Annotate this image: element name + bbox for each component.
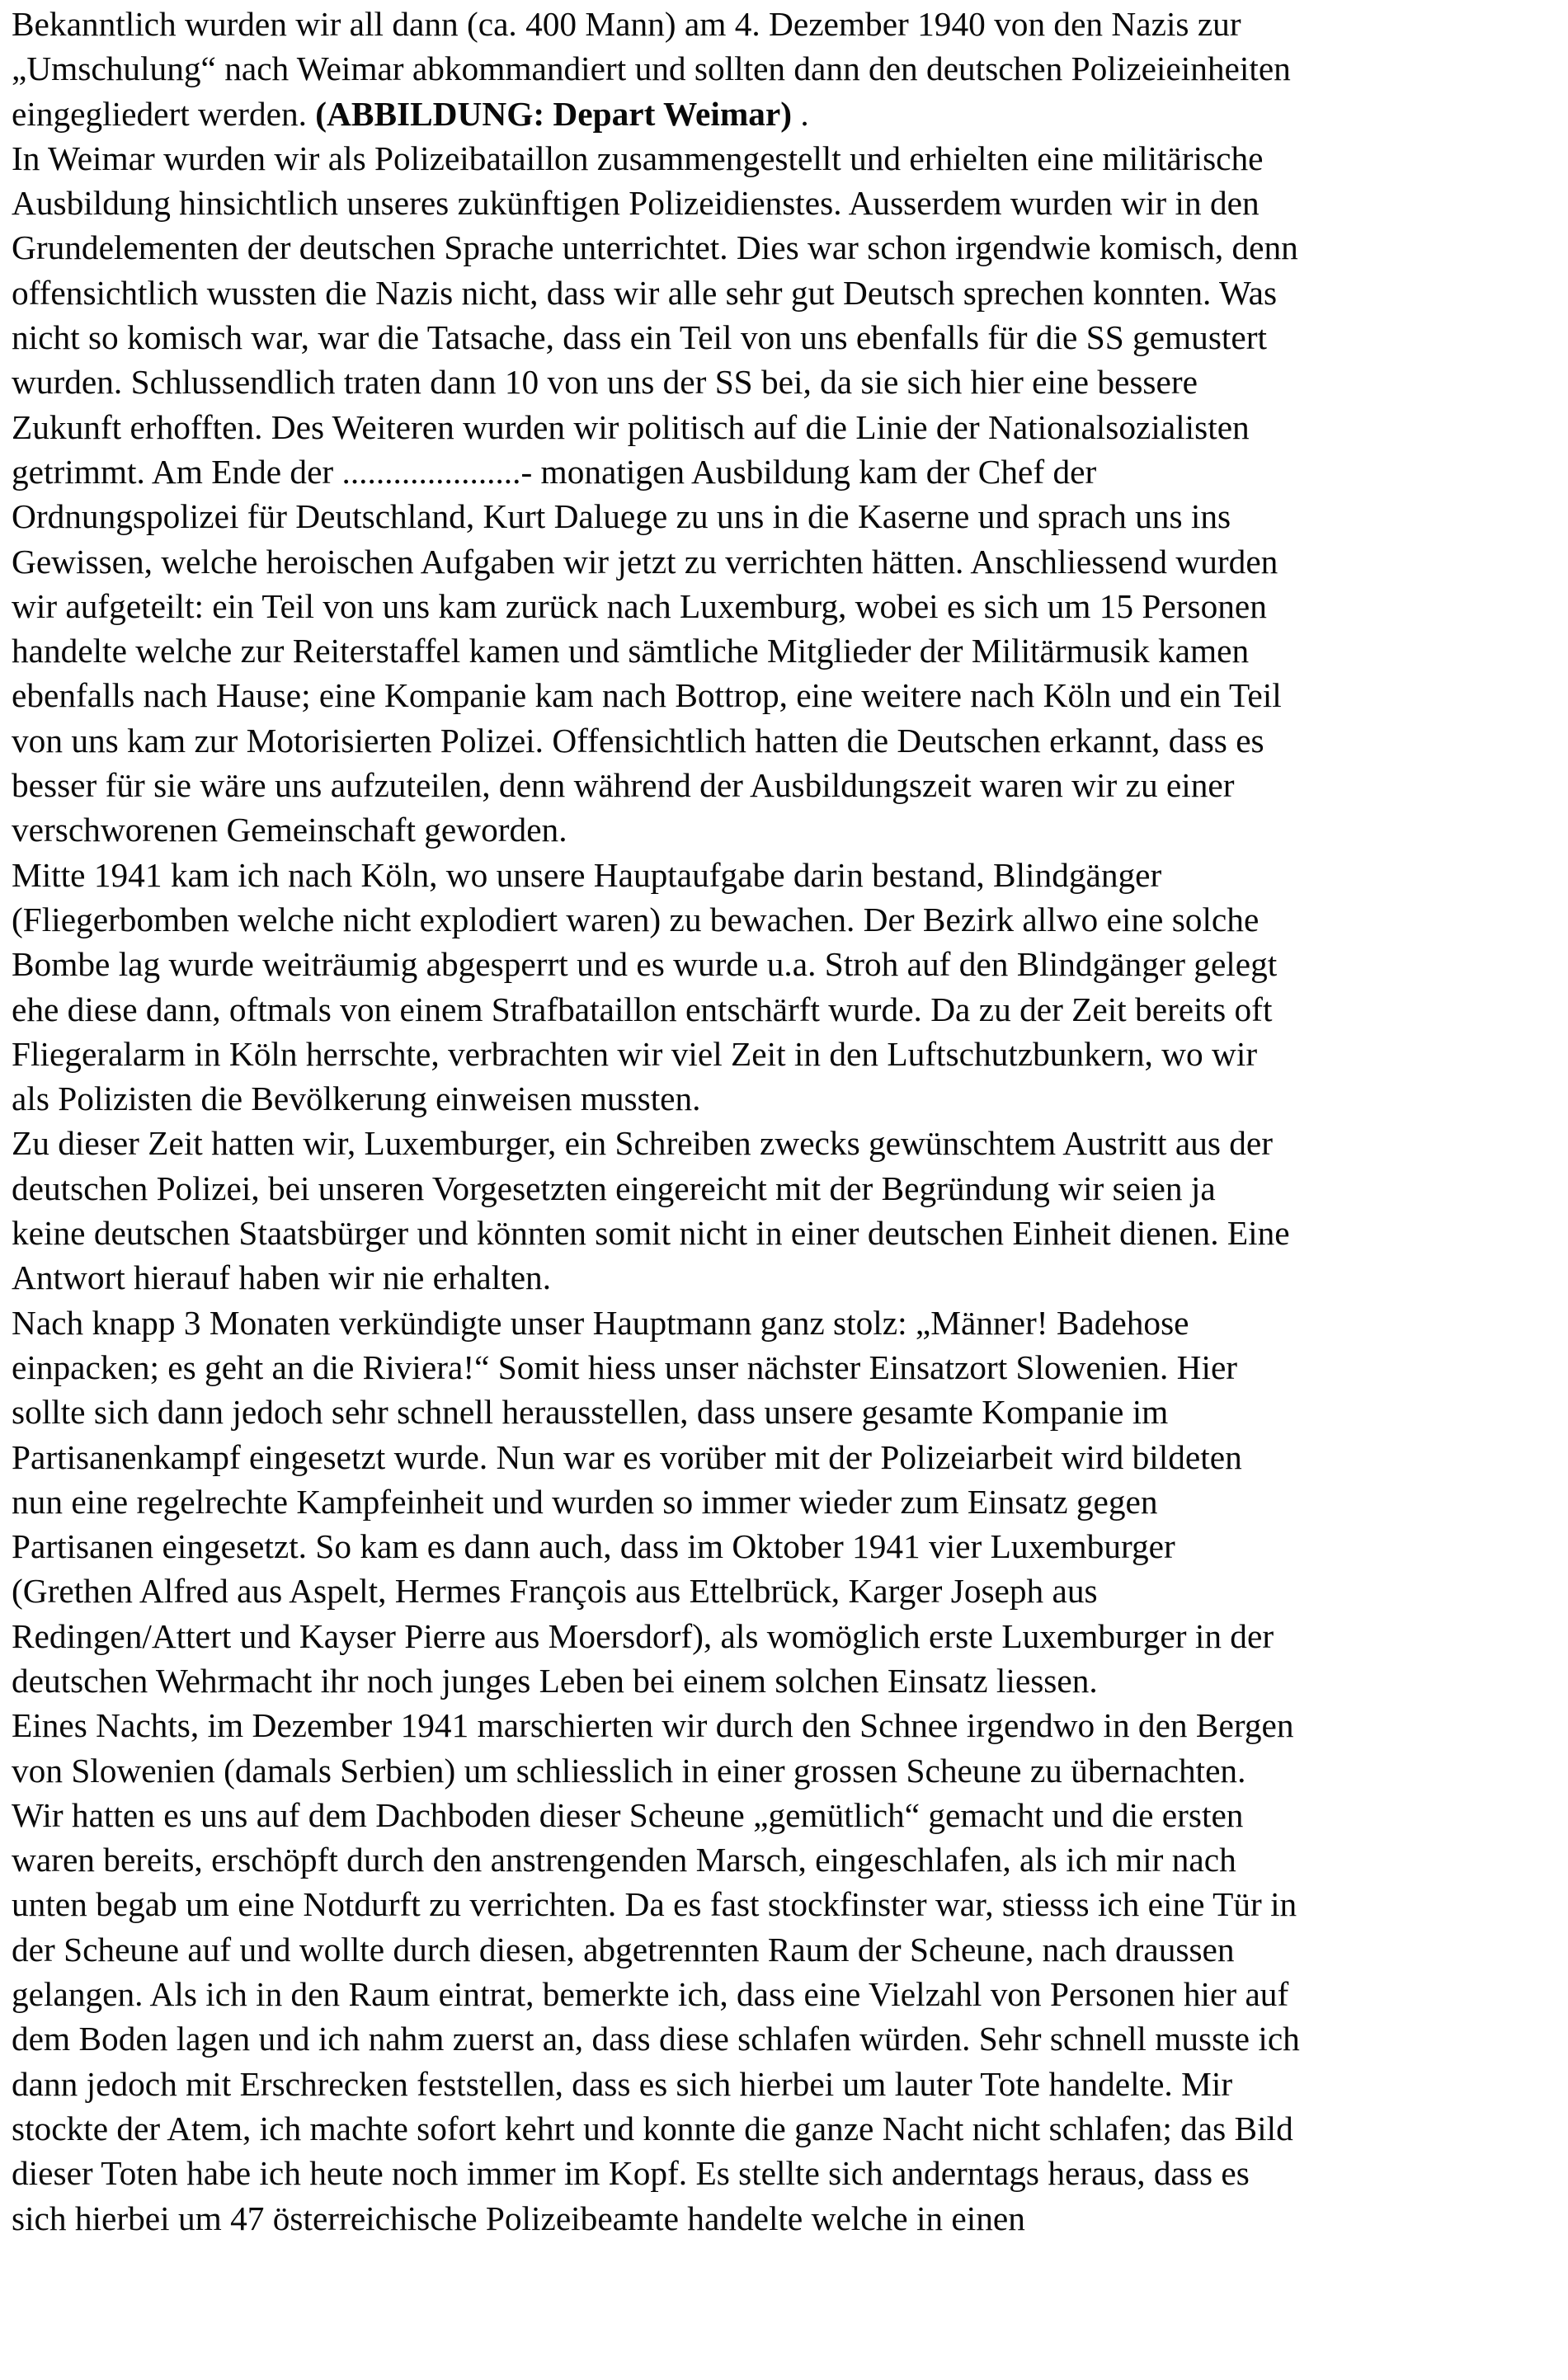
text-line: [12, 1435, 1556, 1479]
text-line: [12, 2062, 1556, 2106]
text-segment: gelangen. Als ich in den Raum eintrat, bemerkte ich, dass eine Vielzahl von Personen hier auf: [12, 1975, 1289, 2014]
text-segment: Mitte 1941 kam ich nach Köln, wo unsere Hauptaufgabe darin bestand, Blindgänger: [12, 855, 1162, 894]
text-line: [12, 2151, 1556, 2195]
text-segment: Bekanntlich wurden wir all dann (ca. 400 Mann) am 4. Dezember 1940 von den Nazis zur: [12, 5, 1241, 43]
text-line: [12, 1972, 1556, 2016]
text-line: [12, 360, 1556, 404]
text-segment: Zu dieser Zeit hatten wir, Luxemburger, ein Schreiben zwecks gewünschtem Austritt aus der: [12, 1124, 1274, 1163]
text-segment: Ausbildung hinsichtlich unseres zukünftigen Polizeidienstes. Ausserdem wurden wir in den: [12, 184, 1260, 223]
text-segment: sich hierbei um 47 österreichische Polizeibeamte handelte welche in einen: [12, 2199, 1025, 2237]
text-line: [12, 1569, 1556, 1613]
text-segment: dem Boden lagen und ich nahm zuerst an, dass diese schlafen würden. Sehr schnell musste ich: [12, 2020, 1300, 2058]
text-line: [12, 1166, 1556, 1211]
text-segment: deutschen Wehrmacht ihr noch junges Leben bei einem solchen Einsatz liessen.: [12, 1661, 1098, 1700]
text-line: [12, 987, 1556, 1032]
text-line: [12, 2106, 1556, 2151]
text-segment: Partisanen eingesetzt. So kam es dann auch, dass im Oktober 1941 vier Luxemburger: [12, 1527, 1175, 1566]
text-line: [12, 1211, 1556, 1255]
text-segment: (Fliegerbomben welche nicht explodiert waren) zu bewachen. Der Bezirk allwo eine solche: [12, 900, 1260, 938]
text-line: [12, 763, 1556, 807]
text-line: [12, 494, 1556, 539]
text-segment: Eines Nachts, im Dezember 1941 marschierten wir durch den Schnee irgendwo in den Bergen: [12, 1706, 1294, 1745]
text-line: [12, 1255, 1556, 1300]
text-line: [12, 449, 1556, 494]
text-segment: offensichtlich wussten die Nazis nicht, dass wir alle sehr gut Deutsch sprechen konnten. Was: [12, 273, 1278, 312]
text-line: [12, 270, 1556, 315]
text-segment: Grundelementen der deutschen Sprache unterrichtet. Dies war schon irgendwie komisch, denn: [12, 228, 1298, 267]
text-segment: ehe diese dann, oftmals von einem Strafbataillon entschärft wurde. Da zu der Zeit bereits oft: [12, 990, 1273, 1028]
text-segment: Ordnungspolizei für Deutschland, Kurt Daluege zu uns in die Kaserne und sprach uns ins: [12, 497, 1231, 536]
document-body-text: [12, 2, 1562, 2241]
text-line: [12, 807, 1556, 852]
text-segment: der Scheune auf und wollte durch diesen, abgetrennten Raum der Scheune, nach draussen: [12, 1930, 1235, 1968]
text-line: [12, 1479, 1556, 1524]
text-segment: Gewissen, welche heroischen Aufgaben wir jetzt zu verrichten hätten. Anschliessend wurden: [12, 542, 1278, 581]
text-line: [12, 2016, 1556, 2061]
text-line: [12, 1614, 1556, 1658]
text-line: [12, 315, 1556, 360]
text-segment: von uns kam zur Motorisierten Polizei. Offensichtlich hatten die Deutschen erkannt, dass es: [12, 721, 1264, 760]
text-line: [12, 1345, 1556, 1390]
figure-reference: (ABBILDUNG: Depart Weimar): [315, 94, 793, 133]
text-segment: Nach knapp 3 Monaten verkündigte unser Hauptmann ganz stolz: „Männer! Badehose: [12, 1303, 1189, 1342]
text-segment: wir aufgeteilt: ein Teil von uns kam zurück nach Luxemburg, wobei es sich um 15 Personen: [12, 586, 1267, 625]
text-line: [12, 1301, 1556, 1345]
text-line: [12, 181, 1556, 225]
text-segment: besser für sie wäre uns aufzuteilen, denn während der Ausbildungszeit waren wir zu einer: [12, 766, 1235, 805]
text-segment: Bombe lag wurde weiträumig abgesperrt und es wurde u.a. Stroh auf den Blindgänger gelegt: [12, 945, 1278, 984]
text-segment: Redingen/Attert und Kayser Pierre aus Moersdorf), als womöglich erste Luxemburger in der: [12, 1616, 1274, 1655]
text-segment: ebenfalls nach Hause; eine Kompanie kam nach Bottrop, eine weitere nach Köln und ein Teil: [12, 676, 1282, 715]
text-line: [12, 539, 1556, 584]
text-segment: (Grethen Alfred aus Aspelt, Hermes François aus Ettelbrück, Karger Joseph aus: [12, 1572, 1098, 1611]
text-segment: dann jedoch mit Erschrecken feststellen, dass es sich hierbei um lauter Tote handelte. Mir: [12, 2064, 1233, 2103]
text-line: [12, 92, 1556, 136]
text-segment: waren bereits, erschöpft durch den anstrengenden Marsch, eingeschlafen, als ich mir nach: [12, 1841, 1236, 1879]
text-line: [12, 1524, 1556, 1569]
text-segment: einpacken; es geht an die Riviera!“ Somit hiess unser nächster Einsatzort Slowenien. Hier: [12, 1348, 1238, 1386]
text-segment: nicht so komisch war, war die Tatsache, dass ein Teil von uns ebenfalls für die SS gemustert: [12, 318, 1267, 357]
text-line: [12, 942, 1556, 986]
text-line: [12, 1390, 1556, 1434]
text-segment: sollte sich dann jedoch sehr schnell herausstellen, dass unsere gesamte Kompanie im: [12, 1393, 1169, 1432]
text-line: [12, 1837, 1556, 1882]
text-segment: Fliegeralarm in Köln herrschte, verbrachten wir viel Zeit in den Luftschutzbunkern, wo wir: [12, 1034, 1258, 1073]
text-segment: deutschen Polizei, bei unseren Vorgesetzten eingereicht mit der Begründung wir seien ja: [12, 1169, 1216, 1207]
text-segment: In Weimar wurden wir als Polizeibataillon zusammengestellt und erhielten eine militärische: [12, 139, 1264, 177]
text-segment: Partisanenkampf eingesetzt wurde. Nun war es vorüber mit der Polizeiarbeit wird bildeten: [12, 1437, 1242, 1476]
text-line: [12, 225, 1556, 270]
text-line: [12, 1658, 1556, 1703]
text-segment: nun eine regelrechte Kampfeinheit und wurden so immer wieder zum Einsatz gegen: [12, 1482, 1158, 1521]
text-line: [12, 673, 1556, 717]
text-line: [12, 584, 1556, 628]
text-segment: stockte der Atem, ich machte sofort kehrt und konnte die ganze Nacht nicht schlafen; das Bild: [12, 2109, 1293, 2147]
text-segment: getrimmt. Am Ende der .....................- monatigen Ausbildung kam der Chef der: [12, 452, 1097, 491]
text-line: [12, 1703, 1556, 1747]
text-segment: keine deutschen Staatsbürger und könnten somit nicht in einer deutschen Einheit dienen. Eine: [12, 1214, 1290, 1253]
text-segment: Wir hatten es uns auf dem Dachboden dieser Scheune „gemütlich“ gemacht und die ersten: [12, 1795, 1244, 1834]
text-segment: unten begab um eine Notdurft zu verrichten. Da es fast stockfinster war, stiesss ich eine Tür in: [12, 1885, 1297, 1924]
text-line: [12, 1748, 1556, 1793]
text-line: [12, 853, 1556, 897]
text-line: [12, 2196, 1556, 2241]
text-line: [12, 1793, 1556, 1837]
text-segment: Zukunft erhofften. Des Weiteren wurden wir politisch auf die Linie der Nationalsozialisten: [12, 407, 1250, 446]
text-line: [12, 2, 1556, 46]
text-segment: Antwort hierauf haben wir nie erhalten.: [12, 1258, 552, 1297]
text-segment: handelte welche zur Reiterstaffel kamen und sämtliche Mitglieder der Militärmusik kamen: [12, 632, 1250, 670]
text-segment: von Slowenien (damals Serbien) um schliesslich in einer grossen Scheune zu übernachten.: [12, 1751, 1246, 1790]
text-segment: wurden. Schlussendlich traten dann 10 von uns der SS bei, da sie sich hier eine bessere: [12, 363, 1198, 402]
text-line: [12, 46, 1556, 91]
text-segment: .: [792, 94, 809, 133]
text-line: [12, 1882, 1556, 1926]
text-segment: als Polizisten die Bevölkerung einweisen mussten.: [12, 1079, 701, 1118]
text-line: [12, 1927, 1556, 1972]
text-segment: eingegliedert werden.: [12, 94, 316, 133]
text-line: [12, 405, 1556, 449]
text-segment: verschworenen Gemeinschaft geworden.: [12, 811, 567, 849]
text-segment: „Umschulung“ nach Weimar abkommandiert und sollten dann den deutschen Polizeieinheiten: [12, 49, 1291, 88]
text-line: [12, 136, 1556, 181]
text-line: [12, 1032, 1556, 1076]
text-segment: dieser Toten habe ich heute noch immer im Kopf. Es stellte sich anderntags heraus, dass es: [12, 2154, 1250, 2193]
text-line: [12, 718, 1556, 763]
text-line: [12, 1076, 1556, 1121]
text-line: [12, 628, 1556, 673]
text-line: [12, 897, 1556, 942]
text-line: [12, 1121, 1556, 1165]
